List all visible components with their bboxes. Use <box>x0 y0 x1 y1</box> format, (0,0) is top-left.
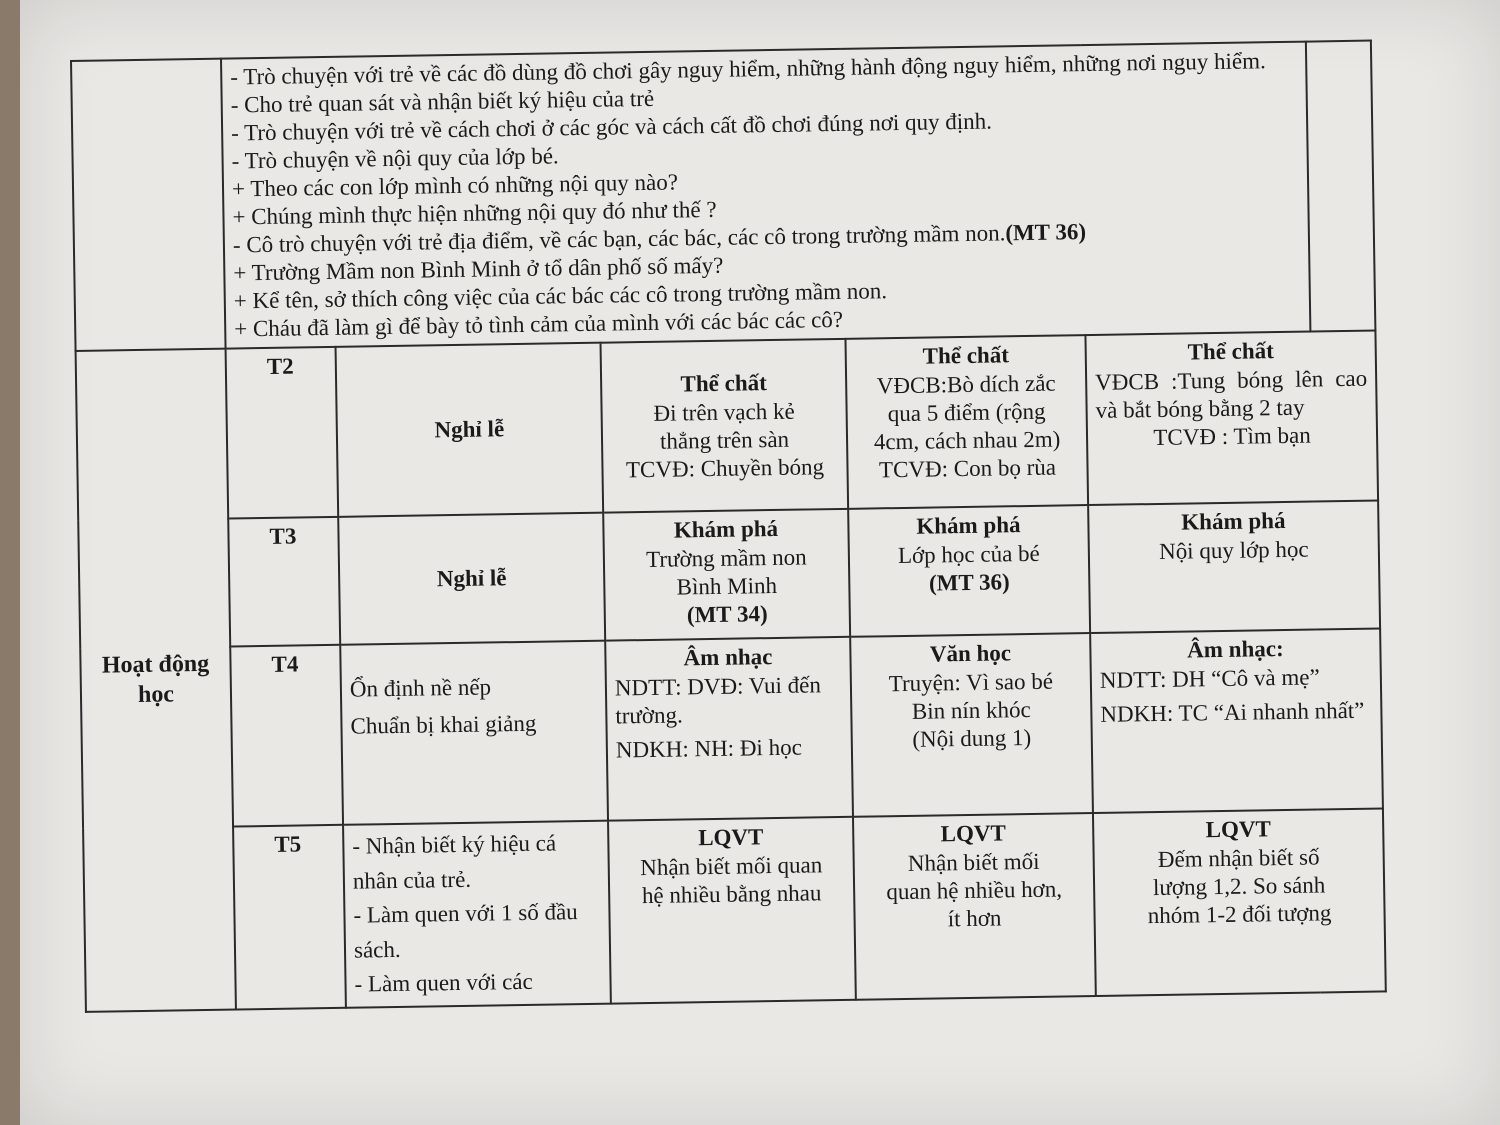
intro-line: - Trò chuyện về nội quy của lớp bé. <box>231 143 559 174</box>
t2-c4 <box>1085 331 1378 506</box>
t3-c2-title: Khám phá <box>673 516 779 544</box>
t4-c2-title: Âm nhạc <box>683 644 773 671</box>
t3-c3-title: Khám phá <box>916 512 1021 540</box>
t2-c1: Nghỉ lễ <box>336 343 604 517</box>
day-label-t4: T4 <box>230 645 343 827</box>
t5-c1 <box>343 821 611 1008</box>
intro-line: - Cho trẻ quan sát và nhận biết ký hiệu của trẻ <box>230 85 655 118</box>
t4-c3-line: (Nội dung 1) <box>912 724 1032 752</box>
day-label-t2: T2 <box>226 347 339 519</box>
row-t4 <box>80 629 1383 829</box>
t4-c2 <box>605 637 853 821</box>
paper-sheet <box>20 0 1500 1125</box>
t3-c2-line: Bình Minh <box>676 572 778 600</box>
t2-c3 <box>845 336 1088 510</box>
t2-c3-line: 4cm, cách nhau 2m) <box>873 426 1061 455</box>
intro-line: + Chúng mình thực hiện những nội quy đó như thế ? <box>232 197 717 230</box>
intro-text-cell <box>221 42 1310 349</box>
t4-c4-title: Âm nhạc: <box>1186 636 1284 663</box>
t3-c3 <box>848 506 1090 638</box>
t3-c4-line: Nội quy lớp học <box>1158 536 1309 564</box>
t4-c1-line: Ổn định nề nếp <box>349 674 492 703</box>
t5-c3-line: quan hệ nhiều hơn, <box>886 876 1063 904</box>
t3-c3-code: (MT 36) <box>928 568 1010 596</box>
intro-line: + Theo các con lớp mình có những nội quy nào? <box>231 169 679 202</box>
t2-c2-title: Thể chất <box>680 370 767 397</box>
t2-c2-line: Đi trên vạch kẻ <box>653 398 795 426</box>
intro-row <box>71 41 1375 352</box>
t4-c3 <box>850 634 1093 818</box>
t5-c1-line: - Làm quen với 1 số đầu sách. <box>353 899 578 963</box>
t2-c3-line: qua 5 điểm (rộng <box>887 398 1046 426</box>
t2-c3-title: Thể chất <box>922 342 1010 370</box>
row-t3 <box>78 501 1380 649</box>
t5-c3-line: Nhận biết mối <box>907 848 1040 876</box>
t5-c4-title: LQVT <box>1205 816 1272 843</box>
t5-c1-line: - Làm quen với các <box>354 969 533 998</box>
intro-line: + Trường Mầm non Bình Minh ở tổ dân phố số mấy? <box>233 253 724 286</box>
t2-c4-line: TCVĐ : Tìm bạn <box>1153 422 1311 450</box>
t4-c3-line: Bin nín khóc <box>911 696 1031 724</box>
t2-c2-line: thẳng trên sàn <box>659 426 790 454</box>
t4-c3-title: Văn học <box>929 640 1012 668</box>
document-page <box>70 39 1395 1049</box>
t4-c3-line: Truyện: Vì sao bé <box>888 668 1054 696</box>
t5-c2-title: LQVT <box>698 824 764 851</box>
t2-c2-line: TCVĐ: Chuyền bóng <box>625 453 825 482</box>
t3-c4 <box>1088 501 1380 634</box>
day-label-t5: T5 <box>233 825 346 1009</box>
t3-c3-line: Lớp học của bé <box>897 540 1040 568</box>
t2-c3-line: VĐCB:Bò dích zắc <box>876 370 1056 398</box>
t5-c2-line: Nhận biết mối quan <box>640 851 823 880</box>
intro-label-cell <box>71 59 226 352</box>
row-label-hoat-dong-hoc: Hoạt động học <box>76 349 236 1012</box>
t4-c1-line: Chuẩn bị khai giảng <box>350 710 537 739</box>
t4-c4-line: NDKH: TC “Ai nhanh nhất” <box>1100 697 1365 727</box>
t4-c4-line: NDTT: DH “Cô và mẹ” <box>1099 663 1320 693</box>
intro-line: - Trò chuyện với trẻ về các đồ dùng đồ chơi gây nguy hiểm, những hành động nguy hiểm, những nơi nguy hiểm. <box>230 48 1266 90</box>
day-label-t3: T3 <box>228 517 340 647</box>
t5-c2 <box>608 817 856 1003</box>
t5-c3-line: ít hơn <box>947 905 1002 931</box>
t2-c2 <box>601 339 849 513</box>
t4-c1 <box>340 641 608 825</box>
t3-c2-code: (MT 34) <box>686 600 768 627</box>
t5-c3-title: LQVT <box>940 820 1007 847</box>
row-t2 <box>76 331 1379 521</box>
activity-plan-table <box>70 40 1387 1013</box>
t2-c3-line: TCVĐ: Con bọ rùa <box>878 454 1057 482</box>
t3-c4-title: Khám phá <box>1181 508 1286 536</box>
t3-c2 <box>603 509 850 641</box>
t4-c4 <box>1090 629 1383 814</box>
t2-c4-title: Thể chất <box>1187 338 1275 365</box>
t3-c2-line: Trường mầm non <box>645 544 807 572</box>
t5-c2-line: hệ nhiều bằng nhau <box>641 879 822 908</box>
t5-c4 <box>1093 809 1386 996</box>
t5-c4-line: lượng 1,2. So sánh <box>1152 871 1326 900</box>
intro-mt-text: - Cô trò chuyện với trẻ địa điểm, về các bạn, các bác, các cô trong trường mầm non. <box>232 220 1006 258</box>
t4-c2-line: NDTT: DVĐ: Vui đến trường. <box>614 671 822 729</box>
row-t5 <box>83 809 1386 1012</box>
t4-c2-line: NDKH: NH: Đi học <box>615 734 802 763</box>
margin-cell <box>1306 41 1376 332</box>
t5-c4-line: Đếm nhận biết số <box>1157 843 1320 872</box>
t3-c1: Nghỉ lễ <box>338 513 605 645</box>
t2-c4-line: VĐCB :Tung bóng lên cao và bắt bóng bằng 2 tay <box>1094 365 1368 423</box>
t5-c1-line: - Nhận biết ký hiệu cá nhân của trẻ. <box>352 830 557 894</box>
t5-c3 <box>853 813 1096 999</box>
intro-mt-code: (MT 36) <box>1005 219 1087 246</box>
intro-line: + Kể tên, sở thích công việc của các bác các cô trong trường mầm non. <box>233 278 888 314</box>
intro-line: - Trò chuyện với trẻ về cách chơi ở các góc và cách cất đồ chơi đúng nơi quy định. <box>230 108 993 146</box>
t5-c4-line: nhóm 1-2 đối tượng <box>1147 899 1332 928</box>
intro-line: + Cháu đã làm gì để bày tỏ tình cảm của mình với các bác các cô? <box>234 307 844 342</box>
